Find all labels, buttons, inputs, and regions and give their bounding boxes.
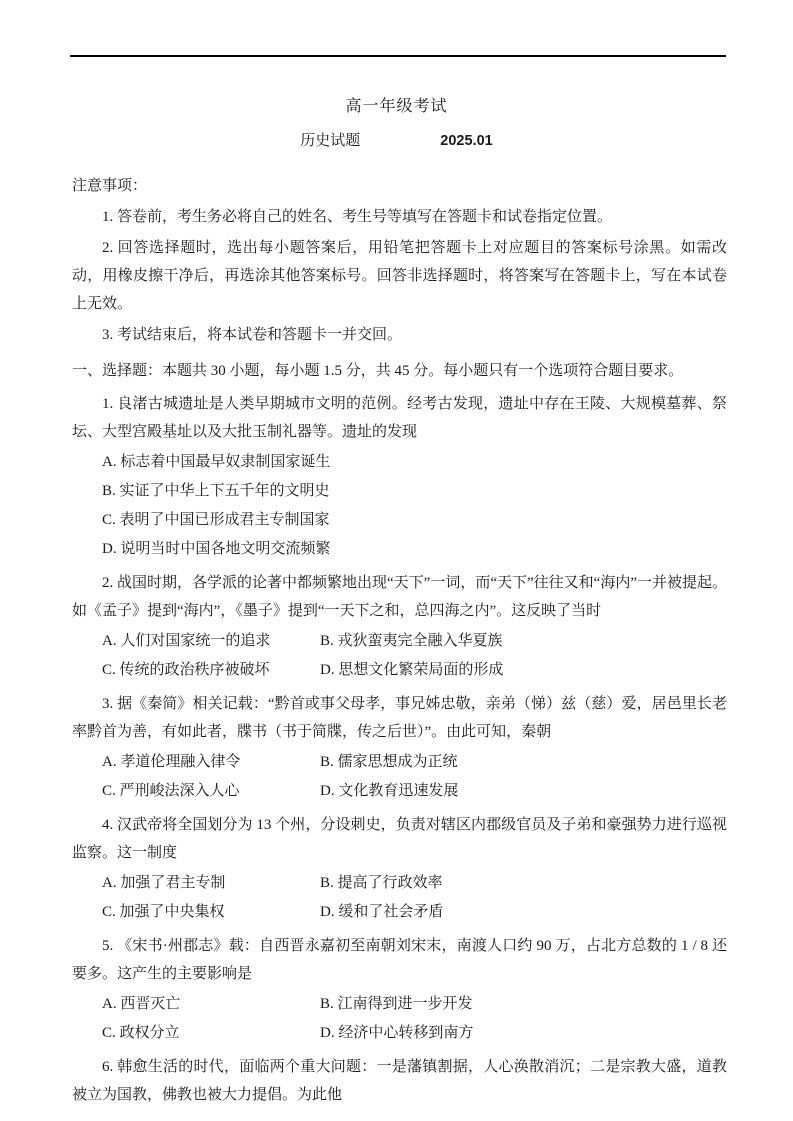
question-block [72, 390, 727, 564]
option: A. 标志着中国最早奴隶制国家诞生 [102, 454, 331, 470]
option: B. 儒家思想成为正统 [320, 754, 458, 770]
option-list [102, 748, 727, 806]
option: C. 严刑峻法深入人心 [102, 783, 240, 799]
notice-item: 1. 答卷前，考生务必将自己的姓名、考生号等填写在答题卡和试卷指定位置。 [102, 209, 613, 225]
section-heading: 一、选择题：本题共 30 小题，每小题 1.5 分，共 45 分。每小题只有一个选项符合题目要求。 [72, 363, 684, 379]
question-stem: 4. 汉武帝将全国划分为 13 个州，分设刺史，负责对辖区内郡级官员及子弟和豪强势力进行巡视监察。这一制度 [72, 817, 727, 861]
option: A. 西晋灭亡 [102, 996, 181, 1012]
option: D. 经济中心转移到南方 [320, 1025, 474, 1041]
question-list [72, 390, 727, 1109]
question-stem: 2. 战国时期，各学派的论著中都频繁地出现“天下”一词，而“天下”往往又和“海内”一并被提起。如《孟子》提到“海内”，《墨子》提到“一天下之和，总四海之内”。这反映了当时 [72, 575, 727, 619]
question-stem: 6. 韩愈生活的时代，面临两个重大问题：一是藩镇割据，人心涣散消沉；二是宗教大盛，道教被立为国教，佛教也被大力提倡。为此他 [72, 1059, 727, 1103]
option: A. 孝道伦理融入律令 [102, 754, 241, 770]
header-rule [70, 55, 726, 57]
question-block [72, 569, 727, 685]
exam-title: 高一年级考试 [345, 98, 448, 115]
option: A. 加强了君主专制 [102, 875, 226, 891]
option: C. 政权分立 [102, 1025, 180, 1041]
option: B. 提高了行政效率 [320, 875, 443, 891]
question-block [72, 1053, 727, 1109]
option: D. 思想文化繁荣局面的形成 [320, 662, 504, 678]
question-stem: 3. 据《秦简》相关记载：“黔首或事父母孝，事兄姊忠敬，亲弟（悌）兹（慈）爱，居邑里长老率黔首为善，有如此者，牒书（书于简牒，传之后世）”。由此可知，秦朝 [72, 696, 727, 740]
option: C. 加强了中央集权 [102, 904, 225, 920]
exam-date: 2025.01 [440, 133, 493, 149]
exam-body [72, 172, 727, 1109]
exam-header [0, 0, 793, 151]
exam-subtitle-row [0, 132, 793, 151]
option: A. 人们对国家统一的追求 [102, 633, 271, 649]
subject-title: 历史试题 [300, 133, 361, 149]
option-list [102, 627, 727, 685]
option-list [102, 448, 727, 564]
option: C. 表明了中国已形成君主专制国家 [102, 512, 330, 528]
question-block [72, 690, 727, 806]
option: B. 江南得到进一步开发 [320, 996, 473, 1012]
option: C. 传统的政治秩序被破坏 [102, 662, 270, 678]
option: D. 说明当时中国各地文明交流频繁 [102, 541, 331, 557]
question-stem: 5. 《宋书·州郡志》载：自西晋永嘉初至南朝刘宋末，南渡人口约 90 万，占北方总数的 1 / 8 还要多。这产生的主要影响是 [72, 938, 727, 982]
question-block [72, 932, 727, 1048]
option: D. 文化教育迅速发展 [320, 783, 459, 799]
notice-heading: 注意事项： [72, 178, 148, 194]
question-stem: 1. 良渚古城遗址是人类早期城市文明的范例。经考古发现，遗址中存在王陵、大规模墓葬、祭坛、大型宫殿基址以及大批玉制礼器等。遗址的发现 [72, 396, 727, 440]
option: B. 实证了中华上下五千年的文明史 [102, 483, 330, 499]
question-block [72, 811, 727, 927]
notice-item: 2. 回答选择题时，选出每小题答案后，用铅笔把答题卡上对应题目的答案标号涂黑。如需改动，用橡皮擦干净后，再选涂其他答案标号。回答非选择题时，将答案写在答题卡上，写在本试卷上无效。 [72, 240, 727, 312]
option-list [102, 990, 727, 1048]
option: D. 缓和了社会矛盾 [320, 904, 444, 920]
notice-list [72, 203, 727, 349]
option-list [102, 869, 727, 927]
option: B. 戎狄蛮夷完全融入华夏族 [320, 633, 503, 649]
notice-item: 3. 考试结束后，将本试卷和答题卡一并交回。 [102, 327, 403, 343]
